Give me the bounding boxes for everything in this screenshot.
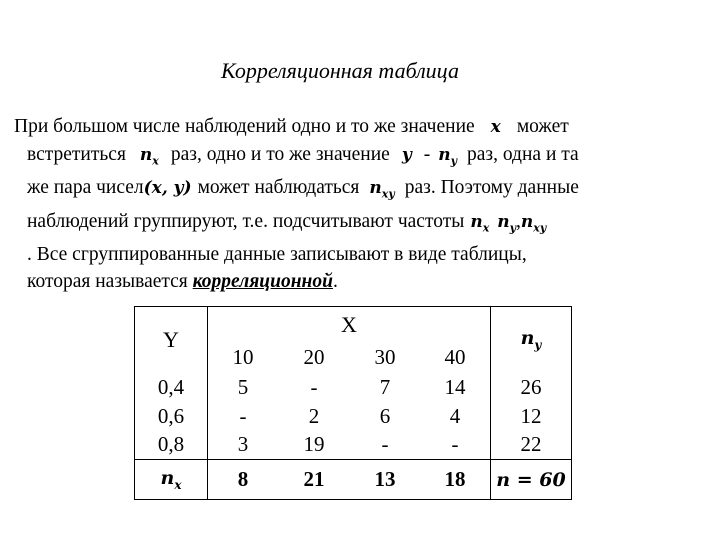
nx-totals-row — [135, 460, 572, 500]
correlation-term: корреляционной — [192, 271, 333, 293]
ny-value: 12 — [491, 402, 572, 431]
math-n-y-freq: $n_y$ — [497, 211, 517, 235]
table-cell: 19 — [278, 431, 350, 460]
intro-paragraph — [14, 113, 714, 295]
correlation-table — [134, 306, 572, 500]
table-row — [135, 373, 572, 402]
ny-header: $n_y$ — [491, 307, 572, 373]
table-cell: 3 — [208, 431, 279, 460]
table-cell: - — [350, 431, 420, 460]
n-total: n = 60 — [491, 460, 572, 500]
paragraph-line-1: При большом числе наблюдений одно и то же значение x может — [14, 116, 569, 137]
table-cell: 2 — [308, 403, 320, 428]
table-cell: 4 — [420, 402, 491, 431]
paragraph-line-6: которая называется корреляционной. — [27, 271, 338, 293]
y-value: 0,6 — [135, 402, 208, 431]
math-x: x — [490, 117, 501, 137]
x-axis-label: X — [208, 307, 491, 343]
table-cell: 14 — [420, 373, 491, 402]
math-n-xy: $n_{xy}$ — [369, 178, 395, 201]
table-row — [135, 431, 572, 460]
paragraph-line-3: же пара чисел(x, y) может наблюдаться $n_{xy}$ раз. Поэтому данные — [27, 177, 579, 201]
math-n-x: $n_x$ — [139, 145, 159, 168]
paragraph-line-5: . Все сгруппированные данные записывают в виде таблицы, — [27, 244, 527, 266]
ny-value: 22 — [491, 431, 572, 460]
math-pair-xy: (x, y) — [143, 178, 192, 199]
x-value: 40 — [420, 343, 491, 373]
table-cell: 5 — [237, 374, 249, 399]
ny-value: 26 — [491, 373, 572, 402]
table-cell: 6 — [379, 403, 391, 428]
paragraph-line-2: встретиться $n_x$ раз, одно и то же значение y - $n_y$ раз, одна и та — [27, 144, 579, 168]
slide-title: Корреляционная таблица — [221, 58, 459, 83]
math-n-x-freq: $n_x$ — [470, 211, 490, 235]
x-value: 10 — [232, 345, 254, 369]
nx-total: 13 — [350, 460, 420, 500]
table-cell: - — [239, 403, 247, 428]
y-axis-label: Y — [135, 307, 208, 373]
table-cell: - — [420, 431, 491, 460]
math-n-y: $n_y$ — [438, 145, 458, 168]
nx-label: $n_x$ — [135, 460, 208, 500]
math-y: y — [401, 145, 412, 165]
table-cell: - — [310, 374, 318, 399]
nx-total: 8 — [208, 460, 279, 500]
y-value: 0,8 — [135, 431, 208, 460]
nx-total: 18 — [420, 460, 491, 500]
y-value: 0,4 — [135, 373, 208, 402]
x-value: 30 — [374, 345, 396, 369]
math-n-xy-freq: $n_{xy}$ — [520, 211, 547, 235]
table-header-row — [135, 307, 572, 343]
nx-total: 21 — [278, 460, 350, 500]
table-row — [135, 402, 572, 431]
x-value: 20 — [303, 345, 325, 369]
paragraph-line-4: наблюдений группируют, т.е. подсчитывают частоты $n_x$ $n_y,n_{xy}$ — [27, 210, 547, 235]
table-cell: 7 — [379, 374, 391, 399]
